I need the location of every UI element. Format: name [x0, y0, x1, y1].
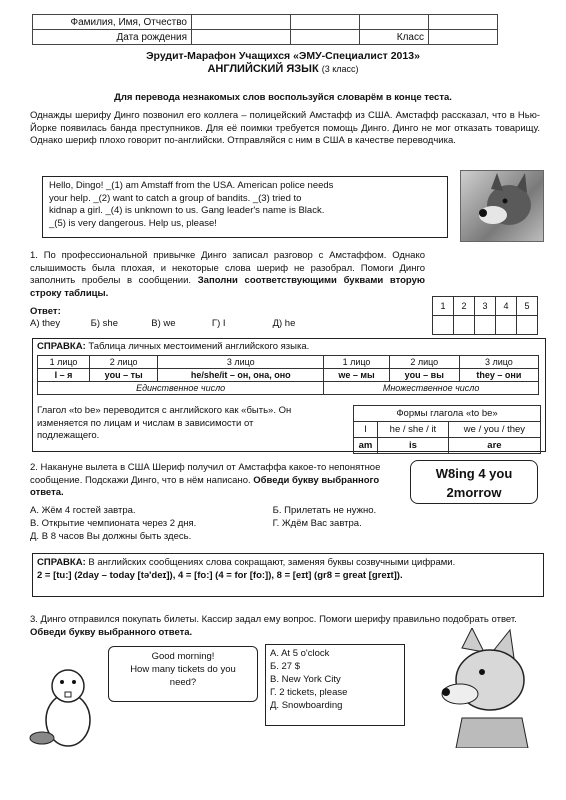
full-name-label: Фамилия, Имя, Отчество — [33, 15, 192, 30]
q1-options — [30, 318, 430, 329]
pronoun-cell: we – мы — [324, 369, 389, 382]
letter-line: Hello, Dingo! _(1) am Amstaff from the USA. American police needs — [49, 180, 334, 191]
singular-label: Единственное число — [38, 382, 324, 395]
tobe-pronoun: he / she / it — [377, 422, 448, 438]
q2-option[interactable]: Г. Ждём Вас завтра. — [272, 518, 362, 529]
sms-message-box — [410, 460, 538, 504]
full-name-field-3[interactable] — [360, 15, 429, 30]
ref1-label: СПРАВКА: — [37, 341, 86, 352]
grid-number: 3 — [475, 297, 496, 316]
q2-bold-instruction: Обведи букву выбранного ответа. — [30, 474, 380, 498]
pronoun-cell: I – я — [38, 369, 90, 382]
q3-bold-instruction: Обведи букву выбранного ответа. — [30, 626, 193, 638]
pronoun-cell: they – они — [459, 369, 538, 382]
q3-body: 3. Динго отправился покупать билеты. Кассир задал ему вопрос. Помоги шерифу правильно подобрать ответ. — [30, 614, 517, 625]
pronoun-cell: you – ты — [90, 369, 158, 382]
tobe-forms-table — [353, 405, 541, 454]
ref2-label: СПРАВКА: — [37, 557, 86, 568]
q1-text — [30, 250, 425, 300]
sms-line: 2morrow — [446, 485, 502, 500]
sms-line: W8ing 4 you — [435, 466, 513, 481]
ref2-text: В английских сообщениях слова сокращают, заменяя буквы созвучными цифрами. — [88, 557, 456, 568]
q3-option[interactable]: В. New York City — [270, 674, 341, 685]
q2-option[interactable]: А. Жём 4 гостей завтра. — [30, 505, 136, 516]
full-name-field-4[interactable] — [429, 15, 498, 30]
tobe-explanation: Глагол «to be» переводится с английского как «быть». Он изменяется по лицам и числам в зависимости от подлежащего. — [37, 405, 292, 441]
q3-answer-choices — [265, 644, 405, 726]
grid-number: 4 — [496, 297, 517, 316]
subject-title — [0, 63, 566, 75]
person-header: 1 лицо — [324, 356, 389, 369]
q2-option[interactable]: Б. Прилетать не нужно. — [272, 505, 377, 516]
tobe-form: is — [377, 438, 448, 454]
q1-answer-label: Ответ: — [30, 306, 61, 317]
subject-name: АНГЛИЙСКИЙ ЯЗЫК — [207, 63, 319, 75]
person-header: 2 лицо — [389, 356, 459, 369]
pronoun-table — [37, 355, 539, 395]
tobe-title: Формы глагола «to be» — [354, 406, 541, 422]
q2-body: 2. Накануне вылета в США Шериф получил от Амстаффа какое-то непонятное сообщение. Подскажи Динго, что в нём написано. — [30, 462, 381, 486]
grid-answer-cell[interactable] — [496, 316, 517, 335]
q1-option[interactable]: Г) I — [211, 318, 226, 329]
q1-bold-instruction: Заполни соответствующими буквами вторую строку таблицы. — [30, 275, 426, 299]
pronoun-cell: you – вы — [389, 369, 459, 382]
tobe-pronoun: we / you / they — [448, 422, 540, 438]
birth-date-field-2[interactable] — [291, 30, 360, 45]
q3-option[interactable]: Г. 2 tickets, please — [270, 687, 348, 698]
person-header: 3 лицо — [459, 356, 538, 369]
grid-answer-cell[interactable] — [517, 316, 538, 335]
grid-number: 1 — [433, 297, 454, 316]
student-info-table — [32, 14, 498, 45]
ref1-heading: Таблица личных местоимений английского языка. — [88, 341, 310, 352]
dog-photo — [460, 170, 544, 242]
plural-label: Множественное число — [324, 382, 539, 395]
class-label: Класс — [360, 30, 429, 45]
pronoun-cell: he/she/it – он, она, оно — [158, 369, 324, 382]
birth-date-field[interactable] — [192, 30, 291, 45]
person-header: 1 лицо — [38, 356, 90, 369]
q1-body: 1. По профессиональной привычке Динго записал разговор с Амстаффом. Однако слышимость была плохая, и некоторые слова шериф не разобрал. Помоги Динго заполнить пробелы в сообщении. — [30, 250, 425, 286]
class-field[interactable] — [429, 30, 498, 45]
dog-illustration — [461, 171, 543, 241]
grid-number: 2 — [454, 297, 475, 316]
grade-label: (3 класс) — [321, 64, 359, 74]
beaver-icon — [28, 660, 108, 750]
q1-answer-grid — [432, 296, 538, 335]
person-header: 2 лицо — [90, 356, 158, 369]
sms-reference-box — [32, 553, 544, 597]
letter-line: _(5) is very dangerous. Help us, please! — [49, 217, 217, 229]
q1-option[interactable]: Б) she — [90, 318, 118, 329]
grid-answer-cell[interactable] — [475, 316, 496, 335]
letter-box — [42, 176, 448, 238]
grid-number: 5 — [517, 297, 538, 316]
bubble-line: need? — [169, 677, 197, 688]
full-name-field[interactable] — [192, 15, 291, 30]
dictionary-instruction: Для перевода незнакомых слов воспользуйся словарём в конце теста. — [114, 92, 452, 103]
q2-option[interactable]: Д. В 8 часов Вы должны быть здесь. — [30, 531, 192, 542]
person-header: 3 лицо — [158, 356, 324, 369]
q3-option[interactable]: A. At 5 o'clock — [270, 648, 330, 659]
bubble-line: How many tickets do you — [130, 664, 236, 675]
letter-line: kidnap a girl. _(4) is unknown to us. Gang leader's name is Black. — [49, 205, 325, 216]
q2-text — [30, 462, 406, 500]
q1-option[interactable]: Д) he — [272, 318, 296, 329]
tobe-form: am — [354, 438, 378, 454]
grid-answer-cell[interactable] — [433, 316, 454, 335]
dingo-icon — [432, 628, 542, 748]
beaver-cashier-illustration — [28, 660, 108, 750]
q1-option[interactable]: В) we — [151, 318, 176, 329]
pronoun-reference-box — [32, 338, 546, 452]
q2-options — [30, 504, 530, 543]
birth-date-label: Дата рождения — [33, 30, 192, 45]
ref1-title — [37, 341, 309, 352]
q3-option[interactable]: Д. Snowboarding — [270, 700, 343, 711]
tobe-pronoun: I — [354, 422, 378, 438]
q3-option[interactable]: Б. 27 $ — [270, 661, 301, 672]
ref2-examples: 2 = [tu:] (2day – today [tə'deɪ]), 4 = [fo:] (4 = for [fo:]), 8 = [eɪt] (gr8 = great [greɪt]). — [37, 570, 403, 581]
dingo-sheriff-illustration — [432, 628, 542, 748]
contest-title: Эрудит-Марафон Учащихся «ЭМУ-Специалист 2013» — [146, 50, 420, 62]
grid-answer-cell[interactable] — [454, 316, 475, 335]
intro-paragraph: Однажды шерифу Динго позвонил его коллега – полицейский Амстафф из США. Амстафф рассказал, что в Нью-Йорке появилась банда преступников. Для её поимки требуется помощь Динго. Динго не мог отказать товарищу. Однако шериф плохо говорит по-английски. Отправляйся с ним в США в качестве переводчика. — [30, 110, 540, 146]
letter-line: your help. _(2) want to catch a group of bandits. _(3) tried to — [49, 192, 302, 204]
tobe-form: are — [448, 438, 540, 454]
cashier-speech-bubble — [108, 646, 258, 702]
q1-option[interactable]: А) they — [30, 318, 61, 329]
bubble-line: Good morning! — [151, 651, 215, 662]
q2-option[interactable]: В. Открытие чемпионата через 2 дня. — [30, 518, 197, 529]
full-name-field-2[interactable] — [291, 15, 360, 30]
